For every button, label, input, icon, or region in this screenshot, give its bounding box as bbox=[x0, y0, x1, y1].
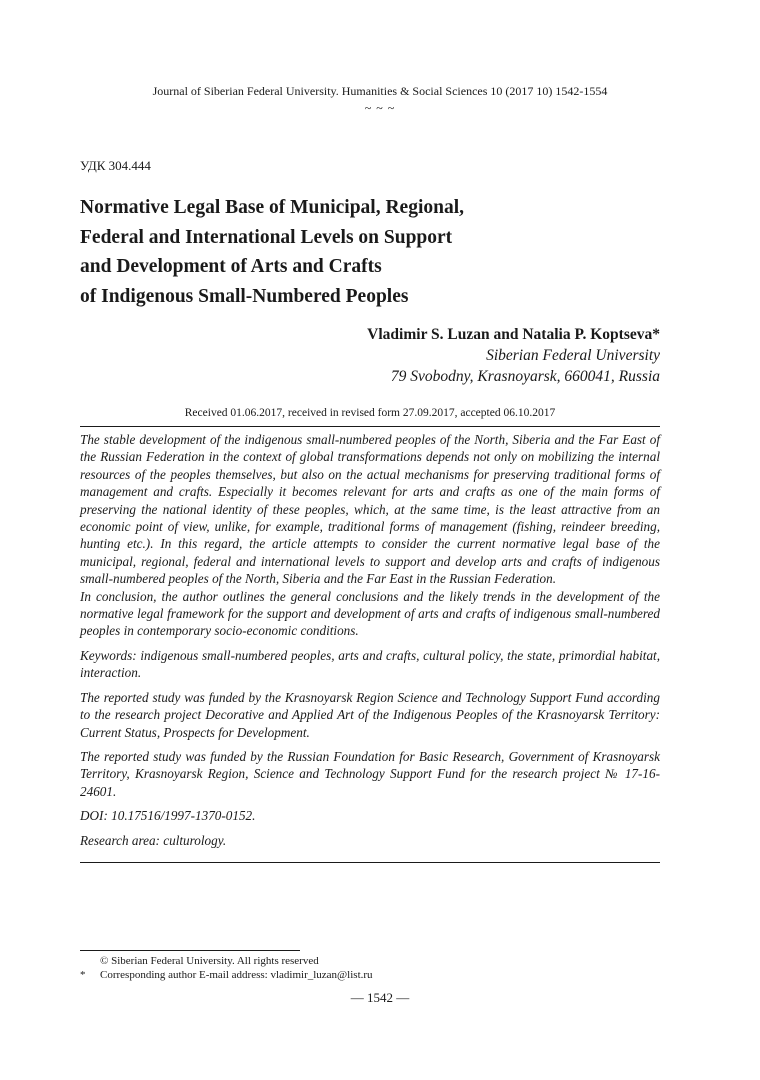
footnote-mark: * bbox=[80, 969, 86, 981]
keywords: Keywords: indigenous small-numbered peoples, arts and crafts, cultural policy, the state, primordial habitat, interaction. bbox=[80, 647, 660, 681]
udc-code: УДК 304.444 bbox=[80, 158, 151, 173]
journal-header: Journal of Siberian Federal University. Humanities & Social Sciences 10 (2017 10) 1542-1554 bbox=[152, 84, 608, 98]
author-block bbox=[367, 324, 660, 387]
footnote-corresponding bbox=[80, 968, 660, 982]
received-dates: Received 01.06.2017, received in revised form 27.09.2017, accepted 06.10.2017 bbox=[184, 407, 556, 419]
page-number: — 1542 — bbox=[350, 990, 410, 1005]
title-line: and Development of Arts and Crafts bbox=[80, 256, 382, 277]
author-address: 79 Svobodny, Krasnoyarsk, 660041, Russia bbox=[390, 368, 660, 385]
header-separator: ~ ~ ~ bbox=[364, 101, 396, 115]
funding-note: The reported study was funded by the Russian Foundation for Basic Research, Government of Krasnoyarsk Territory, Krasnoyarsk Region, Science and Technology Support Fund for the research project № 17-16-24601. bbox=[80, 748, 660, 799]
abstract-top-rule bbox=[80, 426, 660, 427]
article-title bbox=[80, 193, 680, 311]
funding-note: The reported study was funded by the Krasnoyarsk Region Science and Technology Support Fund according to the research project Decorative and Applied Art of the Indigenous Peoples of the Krasnoyarsk Territory: Current Status, Prospects for Development. bbox=[80, 689, 660, 740]
abstract-paragraph: The stable development of the indigenous small-numbered peoples of the North, Siberia and the Far East of the Russian Federation in the context of global transformations depends not only on mobilizing the internal resources of the peoples themselves, but also on the actual mechanisms for preserving traditional forms of management and crafts. Especially it becomes relevant for arts and crafts as one of the main forms of preserving the national identity of these peoples, which, at the same time, is the least attractive from an economic point of view, unlike, for example, traditional forms of management (fishing, reindeer breeding, hunting etc.). In this regard, the article attempts to consider the current normative legal base of the municipal, regional, federal and international levels to support and develop arts and crafts of indigenous small-numbered peoples of the North, Siberia and the Far East in the Russian Federation. bbox=[80, 432, 660, 587]
corresponding-email: Corresponding author E-mail address: vladimir_luzan@list.ru bbox=[100, 969, 373, 981]
title-line: Federal and International Levels on Support bbox=[80, 226, 453, 248]
footnote-copyright bbox=[80, 954, 660, 968]
footnote-rule bbox=[80, 950, 300, 951]
research-area: Research area: culturology. bbox=[80, 832, 227, 848]
copyright-text: © Siberian Federal University. All rights reserved bbox=[100, 955, 319, 967]
footnotes bbox=[80, 954, 660, 982]
author-names: Vladimir S. Luzan and Natalia P. Koptseva* bbox=[367, 326, 660, 343]
title-line: Normative Legal Base of Municipal, Regional, bbox=[80, 197, 465, 218]
abstract-paragraph: In conclusion, the author outlines the general conclusions and the likely trends in the development of the normative legal framework for the support and development of arts and crafts of indigenous small-numbered peoples in contemporary socio-economic conditions. bbox=[80, 588, 660, 639]
abstract-block bbox=[80, 431, 660, 849]
author-affiliation: Siberian Federal University bbox=[486, 347, 660, 364]
doi: DOI: 10.17516/1997-1370-0152. bbox=[80, 808, 256, 824]
abstract-bottom-rule bbox=[80, 862, 660, 863]
title-line: of Indigenous Small-Numbered Peoples bbox=[80, 285, 409, 307]
